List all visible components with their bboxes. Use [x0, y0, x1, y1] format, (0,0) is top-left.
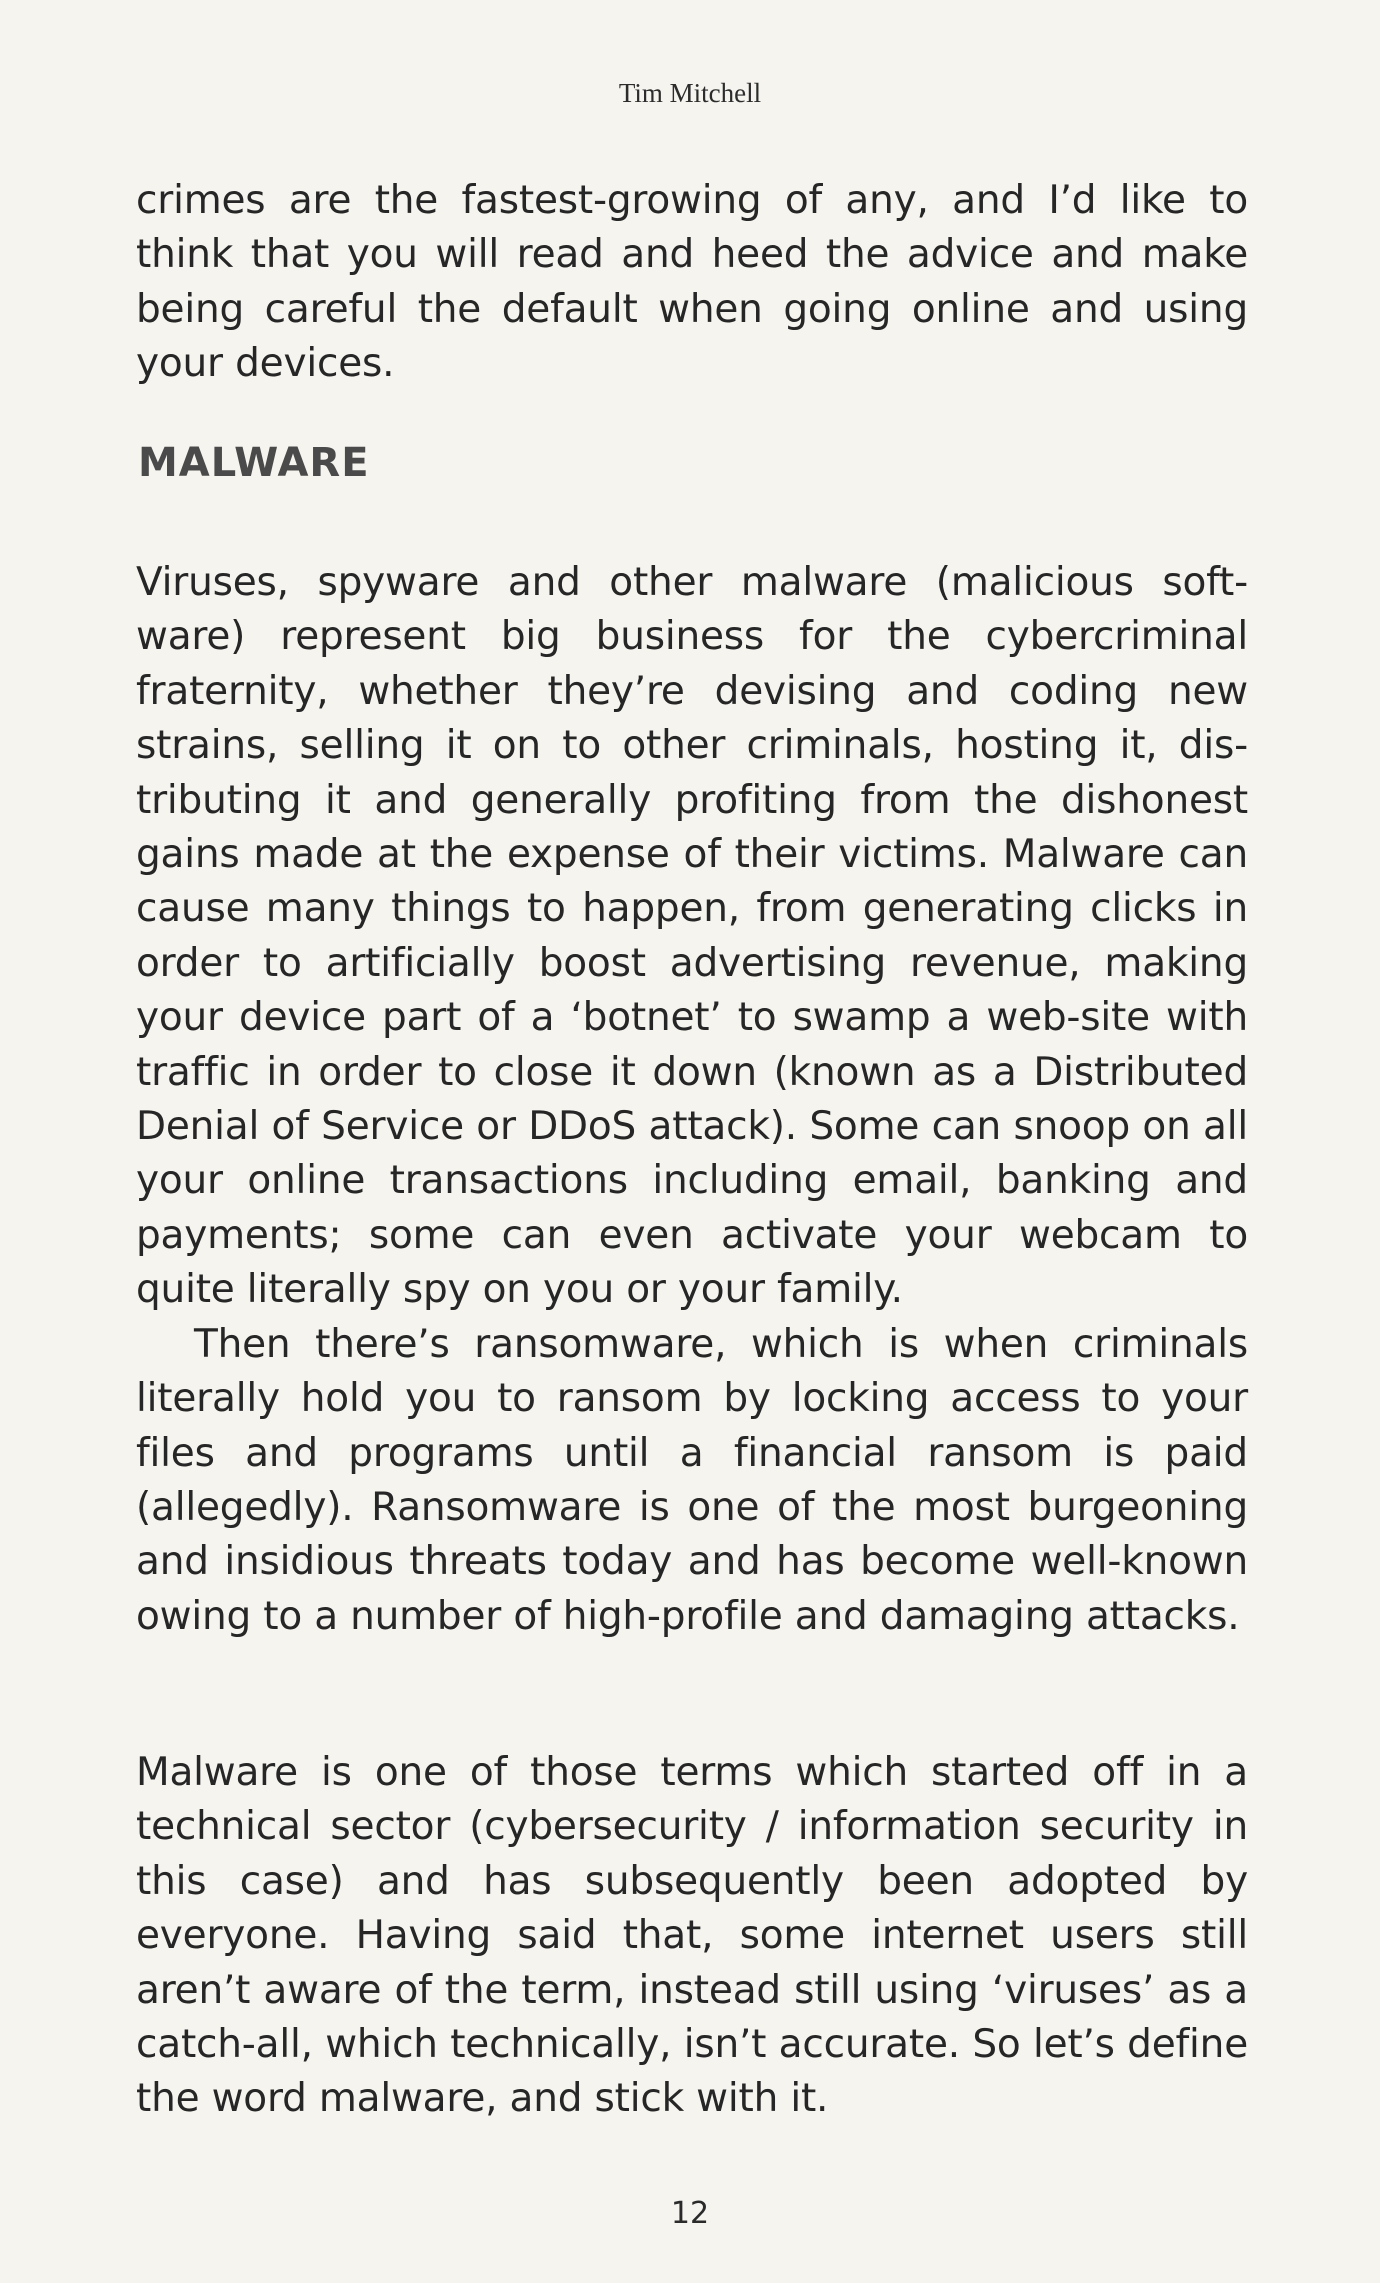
intro-text	[136, 174, 1248, 392]
body-paragraph: Viruses, spyware and other malware (malicious soft-ware) represent big business for the cybercriminal fraternity, whether they’re devising and coding new strains, selling it on to other criminals, hosting it, dis-tributing it and generally profiting from the dishonest gains made at the expense of their victims. Malware can cause many things to happen, from generating clicks in order to artificially boost advertising revenue, making your device part of a ‘botnet’ to swamp a web-site with traffic in order to close it down (known as a Distributed Denial of Service or DDoS attack). Some can snoop on all your online transactions including email, banking and payments; some can even activate your webcam to quite literally spy on you or your family.	[136, 560, 1248, 1313]
intro-paragraph: crimes are the fastest-growing of any, and I’d like to think that you will read and heed the advice and make being careful the default when going online and using your devices.	[136, 178, 1248, 387]
section-heading: MALWARE	[138, 440, 370, 486]
body-paragraph: Malware is one of those terms which started off in a technical sector (cybersecurity / information security in this case) and has subsequently been adopted by everyone. Having said that, some internet users still aren’t aware of the term, instead still using ‘viruses’ as a catch-all, which technically, isn’t accurate. So let’s define the word malware, and stick with it.	[136, 1750, 1248, 2122]
malware-text	[136, 556, 1248, 1644]
definition-text	[136, 1746, 1248, 2127]
page-number: 12	[670, 2196, 710, 2231]
running-head: Tim Mitchell	[618, 78, 762, 108]
body-paragraph: Then there’s ransomware, which is when criminals literally hold you to ransom by locking access to your files and programs until a financial ransom is paid (allegedly). Ransomware is one of the most burgeoning and insidious threats today and has become well-known owing to a number of high-profile and damaging attacks.	[136, 1321, 1248, 1639]
